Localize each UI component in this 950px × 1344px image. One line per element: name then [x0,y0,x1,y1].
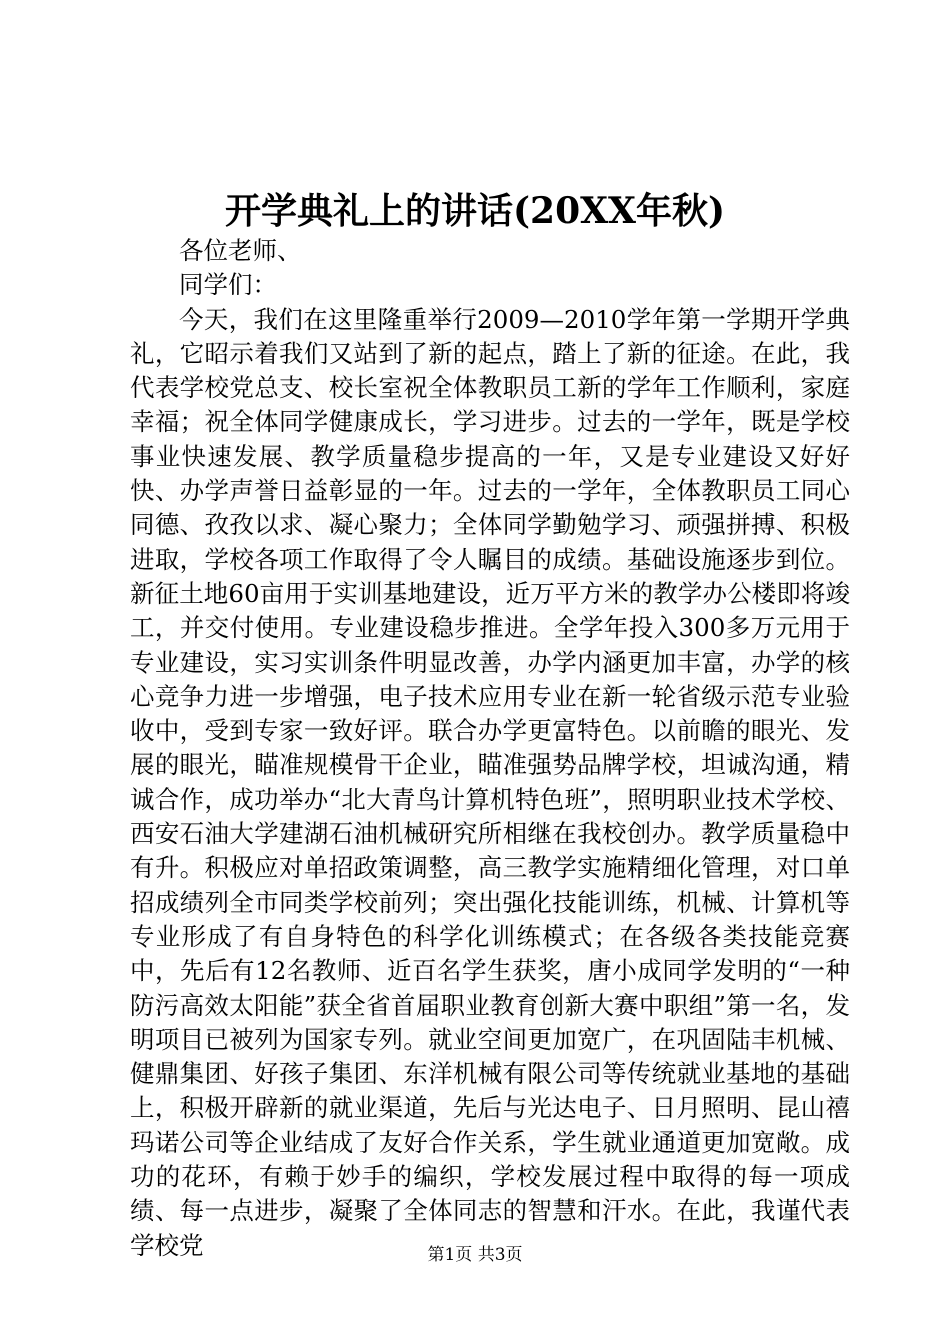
document-body [130,234,850,1263]
salutation-line: 各位老师、 [179,236,302,265]
page-footer: 第1页 共3页 [427,1245,523,1265]
salutation-line: 同学们： [179,270,277,300]
document-title: 开学典礼上的讲话(20XX年秋) [224,190,726,232]
body-paragraph: 今天，我们在这里隆重举行2009—2010学年第一学期开学典礼，它昭示着我们又站到了新的起点，踏上了新的征途。在此，我代表学校党总支、校长室祝全体教职员工新的学年工作顺利，家庭幸福；祝全体同学健康成长，学习进步。过去的一学年，既是学校事业快速发展、教学质量稳步提高的一年，又是专业建设又好好快、办学声誉日益彰显的一年。过去的一学年，全体教职员工同心同德、孜孜以求、凝心聚力；全体同学勤勉学习、顽强拼搏、积极进取，学校各项工作取得了令人瞩目的成绩。基础设施逐步到位。新征土地60亩用于实训基地建设，近万平方米的教学办公楼即将竣工，并交付使用。专业建设稳步推进。全学年投入300多万元用于专业建设，实习实训条件明显改善，办学内涵更加丰富，办学的核心竞争力进一步增强，电子技术应用专业在新一轮省级示范专业验收中，受到专家一致好评。联合办学更富特色。以前瞻的眼光、发展的眼光，瞄准规模骨干企业，瞄准强势品牌学校，坦诚沟通，精诚合作，成功举办“北大青鸟计算机特色班”，照明职业技术学校、西安石油大学建湖石油机械研究所相继在我校创办。教学质量稳中有升。积极应对单招政策调整，高三教学实施精细化管理，对口单招成绩列全市同类学校前列；突出强化技能训练，机械、计算机等专业形成了有自身特色的科学化训练模式；在各级各类技能竞赛中，先后有12名教师、近百名学生获奖，唐小成同学发明的“一种防污高效太阳能”获全省首届职业教育创新大赛中职组”第一名，发明项目已被列为国家专列。就业空间更加宽广，在巩固陆丰机械、健鼎集团、好孩子集团、东洋机械有限公司等传统就业基地的基础上，积极开辟新的就业渠道，先后与光达电子、日月照明、昆山禧玛诺公司等企业结成了友好合作关系，学生就业通道更加宽敞。成功的花环，有赖于妙手的编织，学校发展过程中取得的每一项成绩、每一点进步，凝聚了全体同志的智慧和汗水。在此，我谨代表学校党 [130,304,850,1260]
